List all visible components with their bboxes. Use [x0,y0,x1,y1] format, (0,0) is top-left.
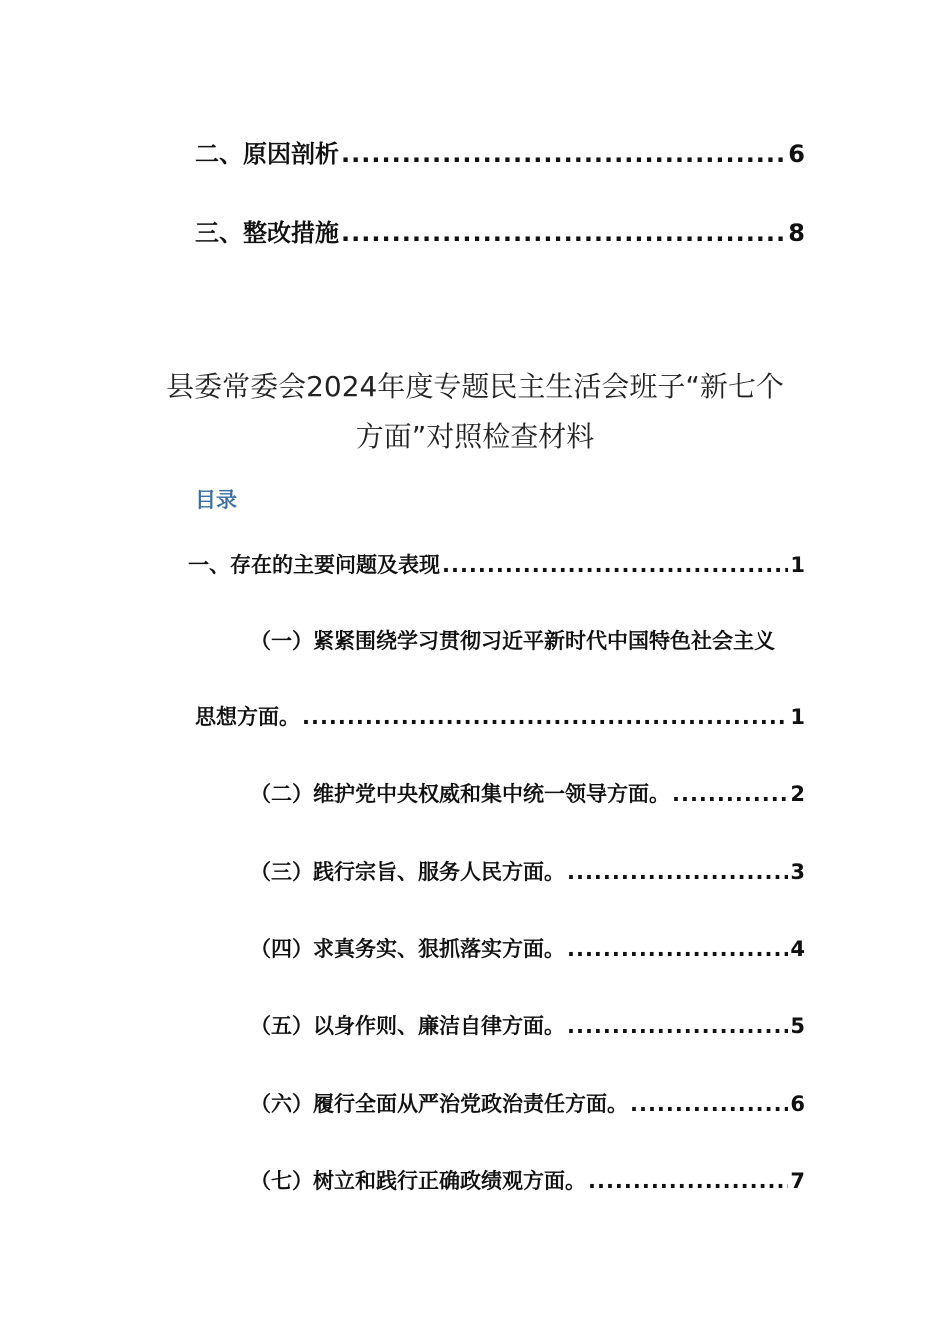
toc-entry-label: 三、整改措施 [195,219,339,247]
toc-entry-item6[interactable] [250,1088,805,1118]
toc-page-number: 6 [790,1092,805,1116]
toc-leader-dots [341,140,786,168]
toc-entry-label: （四）求真务实、狠抓落实方面。 [250,937,565,961]
toc-entry-rectification[interactable] [195,213,805,248]
toc-entry-label: （五）以身作则、廉洁自律方面。 [250,1014,565,1038]
toc-entry-section1[interactable] [188,549,805,579]
toc-entry-label: 思想方面。 [195,705,300,729]
toc-entry-item1-line1[interactable] [250,625,805,655]
toc-leader-dots [302,705,788,729]
document-title-line2: 方面”对照检查材料 [355,420,595,453]
toc-page-number: 3 [790,860,805,884]
toc-entry-item5[interactable] [250,1010,805,1040]
toc-page-number: 5 [790,1014,805,1038]
toc-leader-dots [630,1092,788,1116]
toc-leader-dots [442,553,788,577]
toc-entry-label: （一）紧紧围绕学习贯彻习近平新时代中国特色社会主义 [250,629,775,653]
toc-page-number: 2 [790,782,805,806]
toc-entry-item3[interactable] [250,856,805,886]
toc-entry-item7[interactable] [250,1165,805,1195]
toc-page-number: 1 [790,553,805,577]
toc-leader-dots [567,937,788,961]
toc-entry-item1-line2[interactable] [195,701,805,731]
toc-heading: 目录 [195,488,237,512]
toc-leader-dots [567,860,788,884]
toc-entry-label: （二）维护党中央权威和集中统一领导方面。 [250,782,670,806]
toc-leader-dots [672,782,788,806]
toc-page-number: 4 [790,937,805,961]
toc-leader-dots [341,219,786,247]
toc-entry-label: （六）履行全面从严治党政治责任方面。 [250,1092,628,1116]
toc-page-number: 6 [788,140,805,168]
toc-page-number: 1 [790,705,805,729]
toc-page-number: 7 [790,1169,805,1193]
toc-entry-label: 二、原因剖析 [195,140,339,168]
document-title-line1: 县委常委会2024年度专题民主生活会班子“新七个 [166,370,784,403]
toc-leader-dots [567,1014,788,1038]
toc-entry-label: （三）践行宗旨、服务人民方面。 [250,860,565,884]
toc-leader-dots [588,1169,788,1193]
toc-entry-item2[interactable] [250,778,805,808]
toc-entry-label: 一、存在的主要问题及表现 [188,553,440,577]
toc-page-number: 8 [788,219,805,247]
toc-entry-label: （七）树立和践行正确政绩观方面。 [250,1169,586,1193]
toc-entry-cause-analysis[interactable] [195,134,805,169]
toc-entry-item4[interactable] [250,933,805,963]
